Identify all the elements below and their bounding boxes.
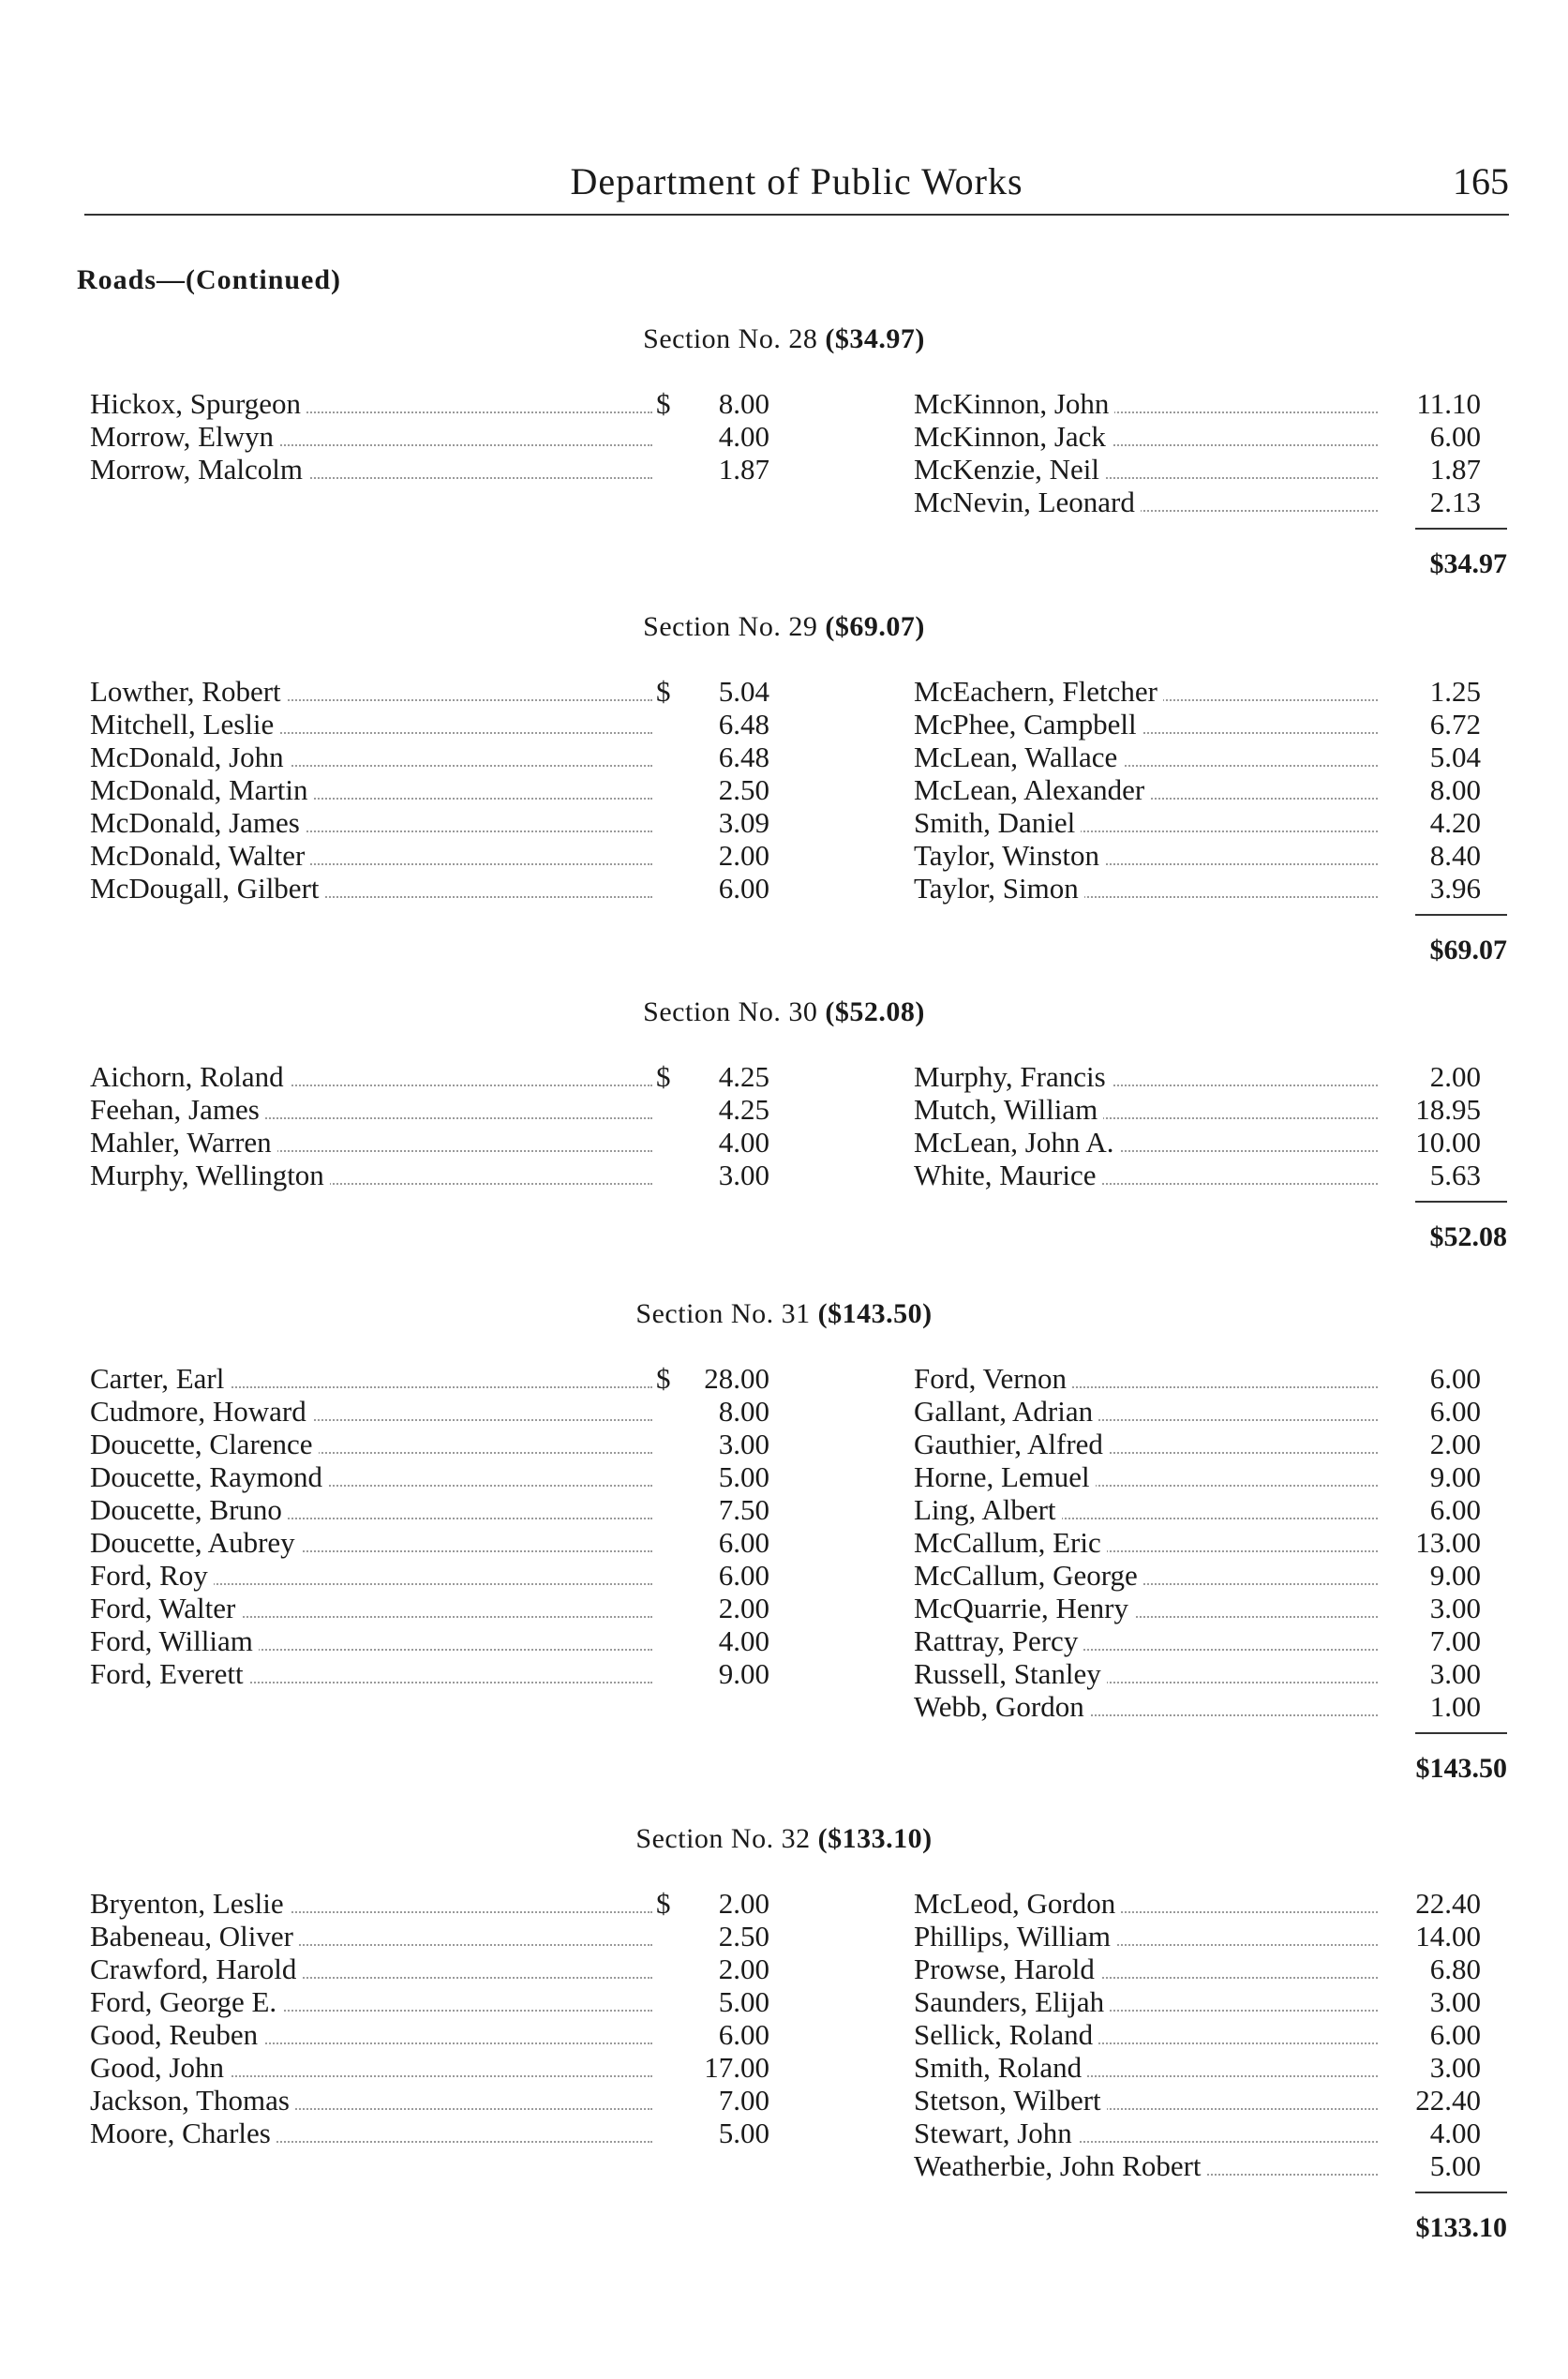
payment-amount: 6.00 bbox=[718, 1526, 769, 1559]
payee-name: Good, Reuben bbox=[90, 2018, 263, 2051]
payee-name: McDonald, John bbox=[90, 741, 290, 773]
payee-name: Doucette, Raymond bbox=[90, 1460, 328, 1493]
payee-name: Murphy, Francis bbox=[914, 1060, 1112, 1093]
payee-name: Mutch, William bbox=[914, 1093, 1103, 1126]
list-item bbox=[914, 1985, 1507, 2018]
list-item bbox=[914, 1920, 1507, 1953]
payee-name: Carter, Earl bbox=[90, 1362, 230, 1395]
payee-name: Hickox, Spurgeon bbox=[90, 387, 306, 420]
payee-name: Russell, Stanley bbox=[914, 1657, 1107, 1690]
list-item bbox=[914, 1362, 1507, 1395]
payee-name: Bryenton, Leslie bbox=[90, 1887, 290, 1920]
payment-amount: 6.80 bbox=[1429, 1953, 1481, 1985]
payee-name: Smith, Roland bbox=[914, 2051, 1087, 2084]
payee-name: McEachern, Fletcher bbox=[914, 675, 1163, 708]
list-item bbox=[914, 1526, 1507, 1559]
payment-amount: 8.00 bbox=[718, 387, 769, 420]
category-heading: Roads—(Continued) bbox=[77, 264, 342, 295]
dot-leader bbox=[202, 1583, 652, 1585]
payee-name: McDonald, Walter bbox=[90, 839, 310, 872]
list-item bbox=[90, 1920, 774, 1953]
payee-name: McDougall, Gilbert bbox=[90, 872, 325, 905]
payment-amount: 2.00 bbox=[718, 1592, 769, 1624]
payment-amount: 2.00 bbox=[1429, 1060, 1481, 1093]
payee-name: Rattray, Percy bbox=[914, 1624, 1083, 1657]
list-item bbox=[914, 1887, 1507, 1920]
payee-name: McLean, Wallace bbox=[914, 741, 1123, 773]
payment-amount: 8.40 bbox=[1429, 839, 1481, 872]
list-item bbox=[914, 2117, 1507, 2149]
payment-amount: 6.00 bbox=[1429, 1362, 1481, 1395]
list-item bbox=[90, 741, 774, 773]
total-rule bbox=[1415, 914, 1507, 916]
list-item bbox=[914, 1060, 1507, 1093]
list-item bbox=[914, 453, 1507, 486]
list-item bbox=[914, 708, 1507, 741]
dot-leader bbox=[1026, 1386, 1378, 1388]
section-total: $34.97 bbox=[1429, 548, 1507, 579]
list-item bbox=[914, 1093, 1507, 1126]
payment-amount: 22.40 bbox=[1415, 2084, 1481, 2117]
payee-name: Crawford, Harold bbox=[90, 1953, 302, 1985]
list-item bbox=[914, 741, 1507, 773]
left-column bbox=[90, 675, 774, 905]
payment-amount: 5.00 bbox=[718, 1460, 769, 1493]
payment-amount: 10.00 bbox=[1415, 1126, 1481, 1159]
payment-amount: 2.00 bbox=[718, 839, 769, 872]
dot-leader bbox=[202, 2075, 652, 2077]
total-rule bbox=[1415, 528, 1507, 530]
payment-amount: 6.72 bbox=[1429, 708, 1481, 741]
payment-amount: 2.00 bbox=[718, 1953, 769, 1985]
payment-amount: 6.00 bbox=[1429, 420, 1481, 453]
payment-amount: 6.00 bbox=[1429, 1395, 1481, 1428]
payee-name: Taylor, Winston bbox=[914, 839, 1105, 872]
payee-name: Weatherbie, John Robert bbox=[914, 2149, 1207, 2182]
list-item bbox=[914, 1624, 1507, 1657]
payment-amount: 8.00 bbox=[718, 1395, 769, 1428]
list-item bbox=[914, 387, 1507, 420]
list-item bbox=[90, 1060, 774, 1093]
list-item bbox=[90, 1624, 774, 1657]
dot-leader bbox=[202, 1386, 652, 1388]
payee-name: McDonald, James bbox=[90, 806, 306, 839]
payment-amount: 5.00 bbox=[1429, 2149, 1481, 2182]
payment-amount: 1.87 bbox=[718, 453, 769, 486]
payment-amount: 4.00 bbox=[718, 420, 769, 453]
section-amount: ($143.50) bbox=[817, 1298, 933, 1329]
payment-amount: 6.00 bbox=[1429, 1493, 1481, 1526]
payee-name: Mitchell, Leslie bbox=[90, 708, 279, 741]
payee-name: Prowse, Harold bbox=[914, 1953, 1100, 1985]
payee-name: McKinnon, Jack bbox=[914, 420, 1112, 453]
dot-leader bbox=[202, 1649, 652, 1651]
list-item bbox=[914, 2018, 1507, 2051]
section-amount: ($69.07) bbox=[825, 611, 925, 642]
payee-name: Ford, William bbox=[90, 1624, 259, 1657]
payment-amount: 3.00 bbox=[718, 1159, 769, 1191]
payee-name: McCallum, Eric bbox=[914, 1526, 1107, 1559]
list-item bbox=[90, 2051, 774, 2084]
list-item bbox=[914, 1592, 1507, 1624]
list-item bbox=[914, 1657, 1507, 1690]
list-item bbox=[90, 872, 774, 905]
payment-amount: 3.00 bbox=[1429, 1657, 1481, 1690]
payment-amount: 2.13 bbox=[1429, 486, 1481, 518]
section-amount: ($52.08) bbox=[825, 996, 925, 1027]
list-item bbox=[90, 420, 774, 453]
payment-amount: 5.04 bbox=[1429, 741, 1481, 773]
list-item bbox=[90, 1985, 774, 2018]
list-item bbox=[914, 1159, 1507, 1191]
section-total: $69.07 bbox=[1429, 935, 1507, 965]
payment-amount: 4.00 bbox=[1429, 2117, 1481, 2149]
list-item bbox=[914, 420, 1507, 453]
dollar-sign: $ bbox=[656, 1362, 671, 1395]
payee-name: Ford, Vernon bbox=[914, 1362, 1072, 1395]
section-total: $143.50 bbox=[1415, 1753, 1507, 1784]
list-item bbox=[914, 1493, 1507, 1526]
payment-amount: 4.00 bbox=[718, 1126, 769, 1159]
right-column bbox=[914, 387, 1507, 518]
section-label: Section No. 29 bbox=[643, 611, 818, 642]
list-item bbox=[90, 1362, 774, 1395]
list-item bbox=[90, 1657, 774, 1690]
payee-name: Morrow, Elwyn bbox=[90, 420, 279, 453]
list-item bbox=[90, 839, 774, 872]
payee-name: Good, John bbox=[90, 2051, 230, 2084]
dot-leader bbox=[1026, 1518, 1378, 1519]
payment-amount: 1.25 bbox=[1429, 675, 1481, 708]
payee-name: McKenzie, Neil bbox=[914, 453, 1105, 486]
list-item bbox=[914, 1428, 1507, 1460]
payee-name: White, Maurice bbox=[914, 1159, 1102, 1191]
payee-name: Morrow, Malcolm bbox=[90, 453, 308, 486]
list-item bbox=[90, 708, 774, 741]
payment-amount: 14.00 bbox=[1415, 1920, 1481, 1953]
payee-name: Lowther, Robert bbox=[90, 675, 287, 708]
dot-leader bbox=[202, 1117, 652, 1119]
payee-name: McDonald, Martin bbox=[90, 773, 313, 806]
payment-amount: 4.25 bbox=[718, 1060, 769, 1093]
payment-amount: 4.25 bbox=[718, 1093, 769, 1126]
payee-name: Sellick, Roland bbox=[914, 2018, 1098, 2051]
list-item bbox=[90, 1428, 774, 1460]
list-item bbox=[90, 675, 774, 708]
payment-amount: 28.00 bbox=[704, 1362, 769, 1395]
list-item bbox=[90, 1093, 774, 1126]
page-number: 165 bbox=[1453, 160, 1509, 202]
payee-name: Phillips, William bbox=[914, 1920, 1116, 1953]
payment-amount: 4.20 bbox=[1429, 806, 1481, 839]
list-item bbox=[914, 839, 1507, 872]
list-item bbox=[90, 1493, 774, 1526]
payment-amount: 9.00 bbox=[1429, 1460, 1481, 1493]
payment-amount: 5.00 bbox=[718, 2117, 769, 2149]
right-column bbox=[914, 1060, 1507, 1191]
payment-amount: 22.40 bbox=[1415, 1887, 1481, 1920]
right-column bbox=[914, 675, 1507, 905]
left-column bbox=[90, 1060, 774, 1191]
section-label: Section No. 28 bbox=[643, 323, 818, 354]
list-item bbox=[90, 1953, 774, 1985]
list-item bbox=[914, 675, 1507, 708]
list-item bbox=[90, 1592, 774, 1624]
list-item bbox=[914, 1690, 1507, 1723]
list-item bbox=[90, 1559, 774, 1592]
payment-amount: 1.87 bbox=[1429, 453, 1481, 486]
section-total: $52.08 bbox=[1429, 1221, 1507, 1252]
list-item bbox=[90, 2018, 774, 2051]
payment-amount: 8.00 bbox=[1429, 773, 1481, 806]
payment-amount: 6.48 bbox=[718, 741, 769, 773]
payee-name: McLean, Alexander bbox=[914, 773, 1150, 806]
section-title bbox=[0, 996, 1568, 1028]
payment-amount: 6.00 bbox=[718, 1559, 769, 1592]
list-item bbox=[914, 1460, 1507, 1493]
list-item bbox=[914, 486, 1507, 518]
list-item bbox=[90, 806, 774, 839]
payment-amount: 1.00 bbox=[1429, 1690, 1481, 1723]
payee-name: Aichorn, Roland bbox=[90, 1060, 290, 1093]
dot-leader bbox=[1026, 2141, 1378, 2143]
running-title: Department of Public Works bbox=[570, 160, 1023, 202]
section-title bbox=[0, 1823, 1568, 1855]
payment-amount: 6.48 bbox=[718, 708, 769, 741]
dollar-sign: $ bbox=[656, 387, 671, 420]
list-item bbox=[90, 2117, 774, 2149]
section-amount: ($133.10) bbox=[817, 1823, 933, 1854]
running-head bbox=[84, 150, 1509, 206]
payee-name: Stetson, Wilbert bbox=[914, 2084, 1107, 2117]
section-title bbox=[0, 323, 1568, 355]
payment-amount: 13.00 bbox=[1415, 1526, 1481, 1559]
payee-name: Smith, Daniel bbox=[914, 806, 1081, 839]
section-label: Section No. 30 bbox=[643, 996, 818, 1027]
payment-amount: 4.00 bbox=[718, 1624, 769, 1657]
payee-name: McCallum, George bbox=[914, 1559, 1143, 1592]
list-item bbox=[914, 872, 1507, 905]
payee-name: Webb, Gordon bbox=[914, 1690, 1090, 1723]
section-label: Section No. 32 bbox=[635, 1823, 811, 1854]
dot-leader bbox=[202, 2042, 652, 2044]
payee-name: Mahler, Warren bbox=[90, 1126, 277, 1159]
list-item bbox=[914, 773, 1507, 806]
payment-amount: 6.00 bbox=[718, 2018, 769, 2051]
dot-leader bbox=[202, 1616, 652, 1618]
payee-name: Ford, Roy bbox=[90, 1559, 214, 1592]
payee-name: Cudmore, Howard bbox=[90, 1395, 312, 1428]
list-item bbox=[914, 1559, 1507, 1592]
payment-amount: 3.00 bbox=[1429, 1985, 1481, 2018]
list-item bbox=[914, 806, 1507, 839]
payee-name: Ford, George E. bbox=[90, 1985, 282, 2018]
payee-name: Jackson, Thomas bbox=[90, 2084, 295, 2117]
payee-name: Feehan, James bbox=[90, 1093, 265, 1126]
list-item bbox=[90, 2084, 774, 2117]
payee-name: Doucette, Clarence bbox=[90, 1428, 319, 1460]
payee-name: McNevin, Leonard bbox=[914, 486, 1141, 518]
section-label: Section No. 31 bbox=[635, 1298, 811, 1329]
payee-name: Ford, Walter bbox=[90, 1592, 241, 1624]
list-item bbox=[914, 1953, 1507, 1985]
payment-amount: 6.00 bbox=[1429, 2018, 1481, 2051]
section-title bbox=[0, 1298, 1568, 1330]
payee-name: Murphy, Wellington bbox=[90, 1159, 330, 1191]
payee-name: Gauthier, Alfred bbox=[914, 1428, 1109, 1460]
payment-amount: 3.96 bbox=[1429, 872, 1481, 905]
payment-amount: 3.00 bbox=[1429, 2051, 1481, 2084]
payee-name: McKinnon, John bbox=[914, 387, 1114, 420]
payment-amount: 17.00 bbox=[704, 2051, 769, 2084]
payment-amount: 5.04 bbox=[718, 675, 769, 708]
payee-name: Horne, Lemuel bbox=[914, 1460, 1096, 1493]
payment-amount: 11.10 bbox=[1416, 387, 1481, 420]
dollar-sign: $ bbox=[656, 1060, 671, 1093]
left-column bbox=[90, 387, 774, 486]
payment-amount: 3.00 bbox=[1429, 1592, 1481, 1624]
payee-name: McPhee, Campbell bbox=[914, 708, 1142, 741]
list-item bbox=[90, 1460, 774, 1493]
payment-amount: 7.50 bbox=[718, 1493, 769, 1526]
list-item bbox=[90, 1526, 774, 1559]
payment-amount: 3.09 bbox=[718, 806, 769, 839]
payee-name: McLeod, Gordon bbox=[914, 1887, 1121, 1920]
payee-name: Moore, Charles bbox=[90, 2117, 276, 2149]
section-title bbox=[0, 611, 1568, 643]
section-total: $133.10 bbox=[1415, 2212, 1507, 2243]
dollar-sign: $ bbox=[656, 1887, 671, 1920]
payee-name: Ford, Everett bbox=[90, 1657, 249, 1690]
payee-name: Babeneau, Oliver bbox=[90, 1920, 299, 1953]
list-item bbox=[914, 1126, 1507, 1159]
list-item bbox=[90, 1126, 774, 1159]
total-rule bbox=[1415, 1201, 1507, 1203]
list-item bbox=[90, 387, 774, 420]
payment-amount: 5.63 bbox=[1429, 1159, 1481, 1191]
payee-name: Stewart, John bbox=[914, 2117, 1078, 2149]
total-rule bbox=[1415, 1732, 1507, 1734]
left-column bbox=[90, 1887, 774, 2149]
section-amount: ($34.97) bbox=[825, 323, 925, 354]
list-item bbox=[90, 453, 774, 486]
payment-amount: 7.00 bbox=[718, 2084, 769, 2117]
total-rule bbox=[1415, 2192, 1507, 2193]
list-item bbox=[90, 1887, 774, 1920]
payment-amount: 2.50 bbox=[718, 1920, 769, 1953]
payment-amount: 9.00 bbox=[718, 1657, 769, 1690]
payee-name: McQuarrie, Henry bbox=[914, 1592, 1134, 1624]
payee-name: Saunders, Elijah bbox=[914, 1985, 1110, 2018]
list-item bbox=[914, 2149, 1507, 2182]
payment-amount: 3.00 bbox=[718, 1428, 769, 1460]
payee-name: McLean, John A. bbox=[914, 1126, 1120, 1159]
payee-name: Taylor, Simon bbox=[914, 872, 1084, 905]
payment-amount: 6.00 bbox=[718, 872, 769, 905]
list-item bbox=[90, 1159, 774, 1191]
payment-amount: 5.00 bbox=[718, 1985, 769, 2018]
list-item bbox=[914, 1395, 1507, 1428]
right-column bbox=[914, 1887, 1507, 2182]
payment-amount: 2.00 bbox=[718, 1887, 769, 1920]
list-item bbox=[90, 1395, 774, 1428]
list-item bbox=[914, 2084, 1507, 2117]
dollar-sign: $ bbox=[656, 675, 671, 708]
dot-leader bbox=[202, 1682, 652, 1683]
right-column bbox=[914, 1362, 1507, 1723]
payment-amount: 9.00 bbox=[1429, 1559, 1481, 1592]
payment-amount: 7.00 bbox=[1429, 1624, 1481, 1657]
list-item bbox=[90, 773, 774, 806]
payment-amount: 2.00 bbox=[1429, 1428, 1481, 1460]
payee-name: Gallant, Adrian bbox=[914, 1395, 1098, 1428]
payment-amount: 18.95 bbox=[1415, 1093, 1481, 1126]
list-item bbox=[914, 2051, 1507, 2084]
payee-name: Doucette, Aubrey bbox=[90, 1526, 301, 1559]
payee-name: Doucette, Bruno bbox=[90, 1493, 288, 1526]
left-column bbox=[90, 1362, 774, 1690]
payment-amount: 2.50 bbox=[718, 773, 769, 806]
payee-name: Ling, Albert bbox=[914, 1493, 1062, 1526]
header-rule bbox=[84, 214, 1509, 216]
